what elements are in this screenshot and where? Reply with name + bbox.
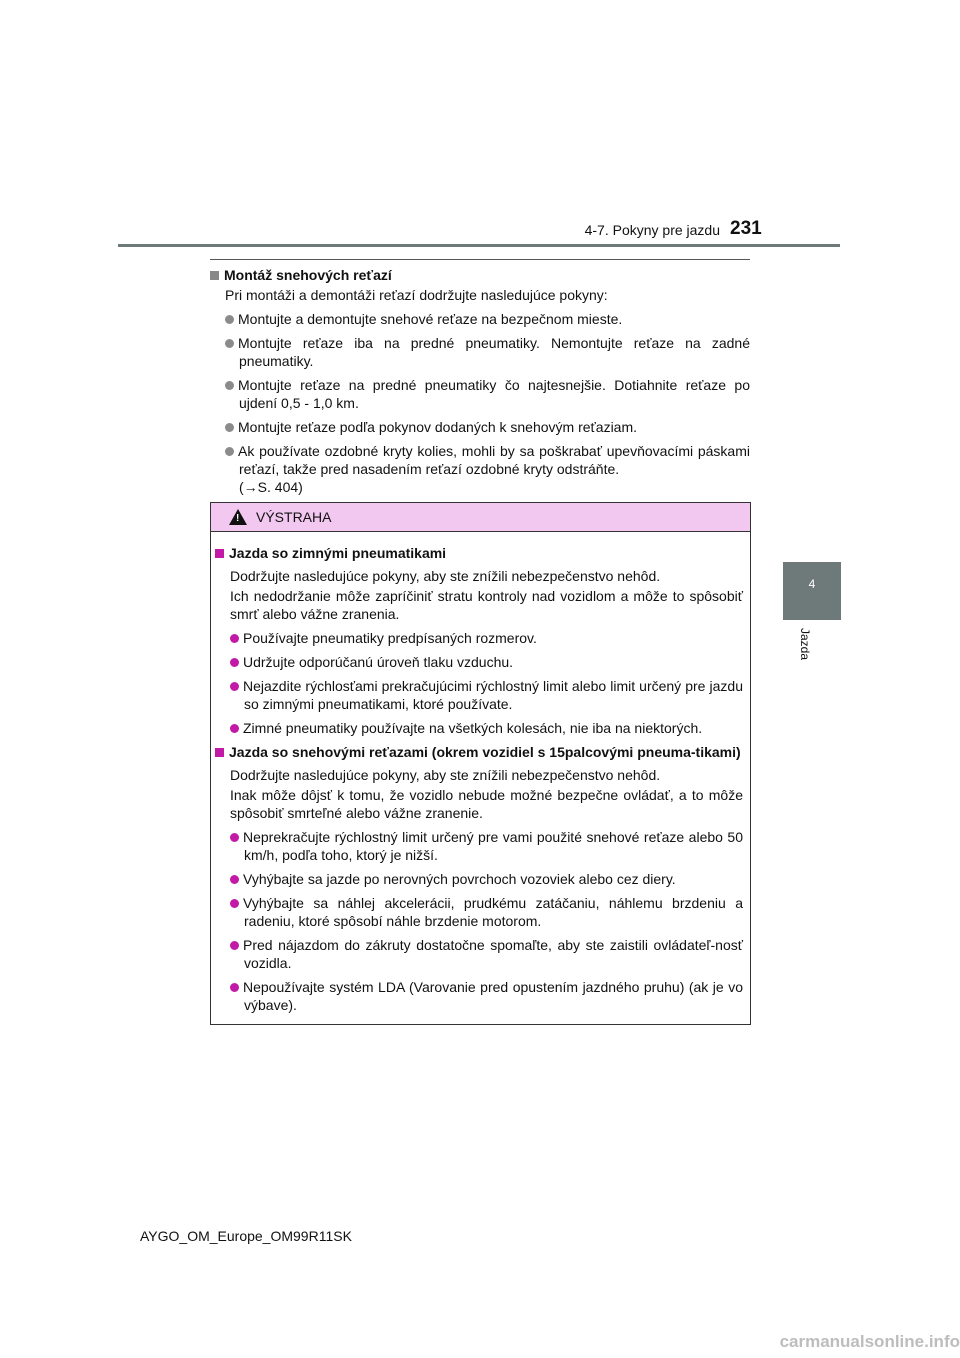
- list-item: Neprekračujte rýchlostný limit určený pre vami použité snehové reťaze alebo 50 km/h, podľa toho, ktorý je nižší.: [215, 828, 743, 864]
- round-bullet-icon: [230, 724, 239, 733]
- list-item: Udržujte odporúčanú úroveň tlaku vzduchu.: [215, 653, 743, 671]
- list-item: Montujte reťaze iba na predné pneumatiky. Nemontujte reťaze na zadné pneumatiky.: [210, 334, 750, 370]
- round-bullet-icon: [230, 875, 239, 884]
- round-bullet-icon: [225, 315, 234, 324]
- chapter-tab: 4: [783, 562, 841, 620]
- list-item: Ak používate ozdobné kryty kolies, mohli by sa poškrabať upevňovacími páskami reťazí, takže pred nasadením reťazí ozdobné kryty odstráňte. (→S. 404): [210, 442, 750, 496]
- round-bullet-icon: [225, 381, 234, 390]
- snow-chains-section: [210, 266, 750, 496]
- page-reference: (→S. 404): [239, 479, 303, 495]
- round-bullet-icon: [230, 833, 239, 842]
- round-bullet-icon: [230, 941, 239, 950]
- warning-triangle-icon: [229, 509, 247, 525]
- section-intro: Pri montáži a demontáži reťazí dodržujte nasledujúce pokyny:: [225, 287, 608, 303]
- list-item: Montujte reťaze podľa pokynov dodaných k snehovým reťaziam.: [210, 418, 750, 436]
- round-bullet-icon: [230, 658, 239, 667]
- round-bullet-icon: [225, 423, 234, 432]
- warning-body: [215, 544, 743, 1014]
- list-item: Zimné pneumatiky používajte na všetkých kolesách, nie iba na niektorých.: [215, 719, 743, 737]
- list-item: Nepoužívajte systém LDA (Varovanie pred opustením jazdného pruhu) (ak je vo výbave).: [215, 978, 743, 1014]
- header-rule: [118, 244, 840, 247]
- list-item: Montujte a demontujte snehové reťaze na bezpečnom mieste.: [210, 310, 750, 328]
- warning-title: VÝSTRAHA: [256, 509, 332, 525]
- section-rule: [210, 259, 750, 260]
- round-bullet-icon: [225, 339, 234, 348]
- warning-intro: Inak môže dôjsť k tomu, že vozidlo nebude možné bezpečne ovládať, a to môže spôsobiť smrteľné alebo vážne zranenie.: [230, 787, 743, 821]
- square-bullet-icon: [210, 271, 219, 280]
- header-section-title: 4-7. Pokyny pre jazdu: [584, 222, 720, 238]
- warning-intro: Dodržujte nasledujúce pokyny, aby ste znížili nebezpečenstvo nehôd.: [230, 568, 661, 584]
- warning-box: [210, 502, 751, 1025]
- footer-document-code: AYGO_OM_Europe_OM99R11SK: [140, 1228, 352, 1244]
- warning-section-heading: Jazda so snehovými reťazami (okrem vozidiel s 15palcovými pneuma-tikami): [215, 743, 743, 761]
- warning-section-heading: Jazda so zimnými pneumatikami: [215, 544, 743, 562]
- warning-intro: Ich nedodržanie môže zapríčiniť stratu kontroly nad vozidlom a môže to spôsobiť smrť alebo vážne zranenia.: [230, 588, 743, 622]
- chapter-side-label: [798, 628, 828, 688]
- watermark-link[interactable]: carmanualsonline.info: [779, 1332, 960, 1351]
- warning-header: [211, 503, 750, 532]
- list-item: Používajte pneumatiky predpísaných rozmerov.: [215, 629, 743, 647]
- square-bullet-icon: [215, 748, 224, 757]
- round-bullet-icon: [230, 682, 239, 691]
- list-item: Montujte reťaze na predné pneumatiky čo najtesnejšie. Dotiahnite reťaze po ujdení 0,5 - 1,0 km.: [210, 376, 750, 412]
- list-item: Vyhýbajte sa náhlej akcelerácii, prudkému zatáčaniu, náhlemu brzdeniu a radeniu, ktoré spôsobí náhle brzdenie motorom.: [215, 894, 743, 930]
- square-bullet-icon: [215, 549, 224, 558]
- warning-intro: Dodržujte nasledujúce pokyny, aby ste znížili nebezpečenstvo nehôd.: [230, 767, 661, 783]
- round-bullet-icon: [230, 983, 239, 992]
- list-item: Vyhýbajte sa jazde po nerovných povrchoch vozoviek alebo cez diery.: [215, 870, 743, 888]
- round-bullet-icon: [225, 447, 234, 456]
- round-bullet-icon: [230, 634, 239, 643]
- list-item: Nejazdite rýchlosťami prekračujúcimi rýchlostný limit alebo limit určený pre jazdu so zimnými pneumatikami, ktoré používate.: [215, 677, 743, 713]
- list-item: Pred nájazdom do zákruty dostatočne spomaľte, aby ste zaistili ovládateľ-nosť vozidla.: [215, 936, 743, 972]
- round-bullet-icon: [230, 899, 239, 908]
- chapter-label-text: Jazda: [798, 628, 812, 661]
- section-heading: Montáž snehových reťazí: [210, 266, 750, 284]
- page-number: 231: [730, 218, 762, 239]
